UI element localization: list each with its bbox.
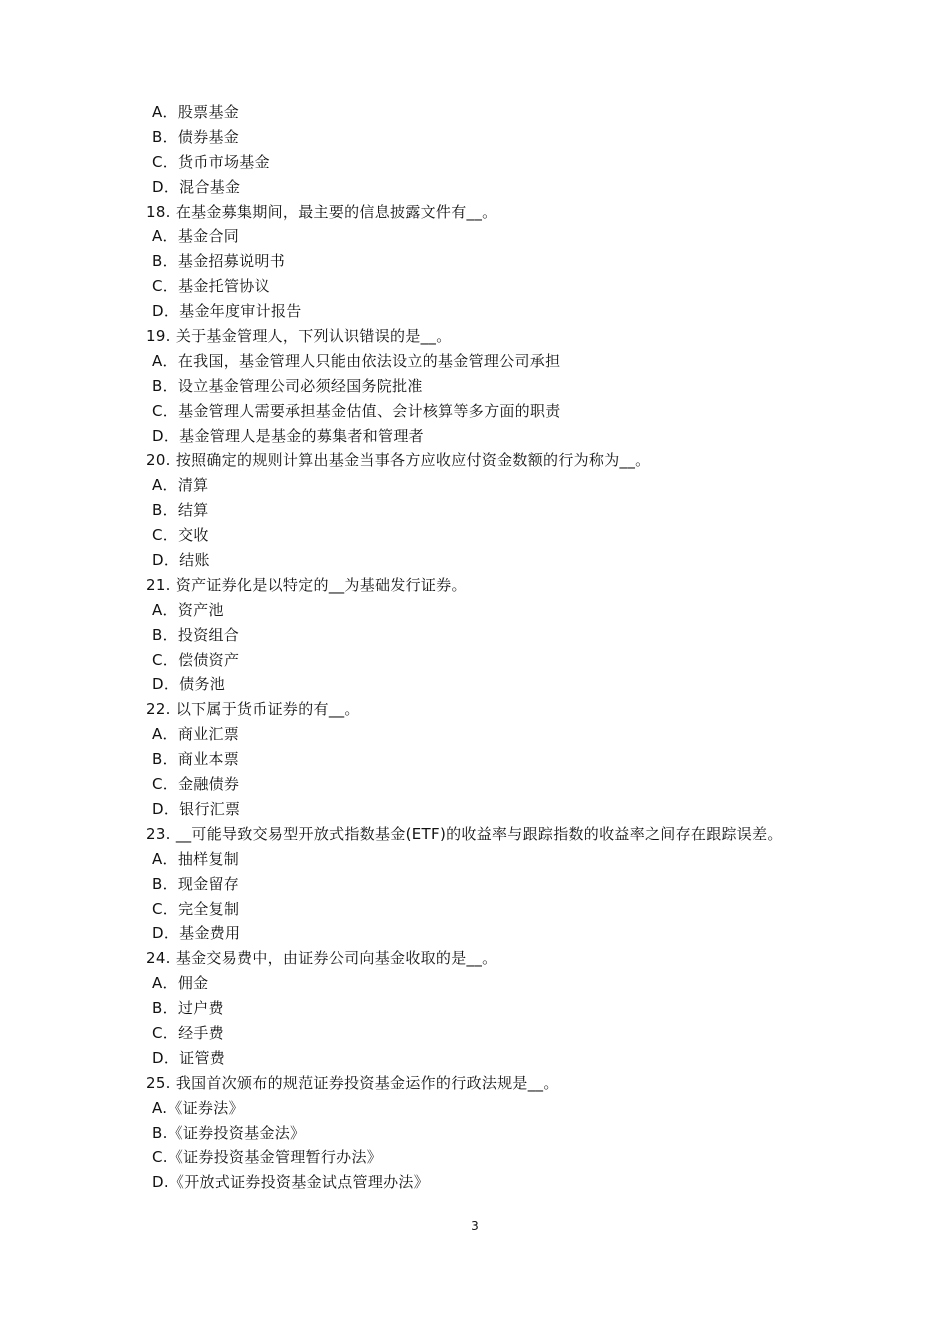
answer-option: A．资产池 xyxy=(152,600,224,619)
question-text: 18. 在基金募集期间，最主要的信息披露文件有__。 xyxy=(146,202,498,221)
answer-option: A．抽样复制 xyxy=(152,849,240,868)
question-text: 20. 按照确定的规则计算出基金当事各方应收应付资金数额的行为称为__。 xyxy=(146,451,651,470)
answer-option: A．股票基金 xyxy=(152,103,240,121)
answer-option: C.《证券投资基金管理暂行办法》 xyxy=(152,1148,383,1167)
answer-option: B．过户费 xyxy=(152,999,224,1018)
answer-option: B．结算 xyxy=(152,501,209,520)
answer-option: B．投资组合 xyxy=(152,625,240,644)
answer-option: D．基金管理人是基金的募集者和管理者 xyxy=(152,426,424,445)
answer-option: D．基金费用 xyxy=(152,924,241,943)
answer-option: C．基金托管协议 xyxy=(152,277,270,296)
answer-option: C．金融债券 xyxy=(152,775,240,794)
answer-option: D．债务池 xyxy=(152,675,226,694)
answer-option: D．基金年度审计报告 xyxy=(152,302,302,321)
question-text: 21. 资产证券化是以特定的__为基础发行证券。 xyxy=(146,575,467,594)
question-text: 24. 基金交易费中，由证券公司向基金收取的是__。 xyxy=(146,949,498,968)
answer-option: A．商业汇票 xyxy=(152,725,240,744)
question-text: 25. 我国首次颁布的规范证券投资基金运作的行政法规是__。 xyxy=(146,1073,559,1092)
answer-option: B．债券基金 xyxy=(152,127,240,146)
question-text: 22. 以下属于货币证券的有__。 xyxy=(146,700,360,719)
answer-option: B.《证券投资基金法》 xyxy=(152,1123,306,1142)
answer-option: D．混合基金 xyxy=(152,177,241,196)
answer-option: B．商业本票 xyxy=(152,750,240,769)
answer-option: C．偿债资产 xyxy=(152,650,240,669)
answer-option: C．交收 xyxy=(152,526,209,545)
answer-option: A.《证券法》 xyxy=(152,1098,244,1117)
answer-option: D．结账 xyxy=(152,551,210,570)
question-list xyxy=(146,100,846,1195)
answer-option: C．完全复制 xyxy=(152,899,240,918)
answer-option: B．设立基金管理公司必须经国务院批准 xyxy=(152,376,423,395)
answer-option: B．基金招募说明书 xyxy=(152,252,285,271)
answer-option: A．在我国，基金管理人只能由依法设立的基金管理公司承担 xyxy=(152,351,561,370)
answer-option: C．货币市场基金 xyxy=(152,152,270,171)
question-text: 23. __可能导致交易型开放式指数基金(ETF)的收益率与跟踪指数的收益率之间存在跟踪误差。 xyxy=(146,824,783,843)
answer-option: C．经手费 xyxy=(152,1023,224,1042)
answer-option: B．现金留存 xyxy=(152,874,240,893)
page-number: 3 xyxy=(471,1219,479,1233)
answer-option: A．佣金 xyxy=(152,974,209,993)
answer-option: A．清算 xyxy=(152,476,209,495)
question-text: 19. 关于基金管理人，下列认识错误的是__。 xyxy=(146,327,452,346)
answer-option: A．基金合同 xyxy=(152,227,240,246)
answer-option: C．基金管理人需要承担基金估值、会计核算等多方面的职责 xyxy=(152,401,561,420)
answer-option: D．证管费 xyxy=(152,1048,226,1067)
answer-option: D.《开放式证券投资基金试点管理办法》 xyxy=(152,1173,430,1192)
answer-option: D．银行汇票 xyxy=(152,799,241,818)
